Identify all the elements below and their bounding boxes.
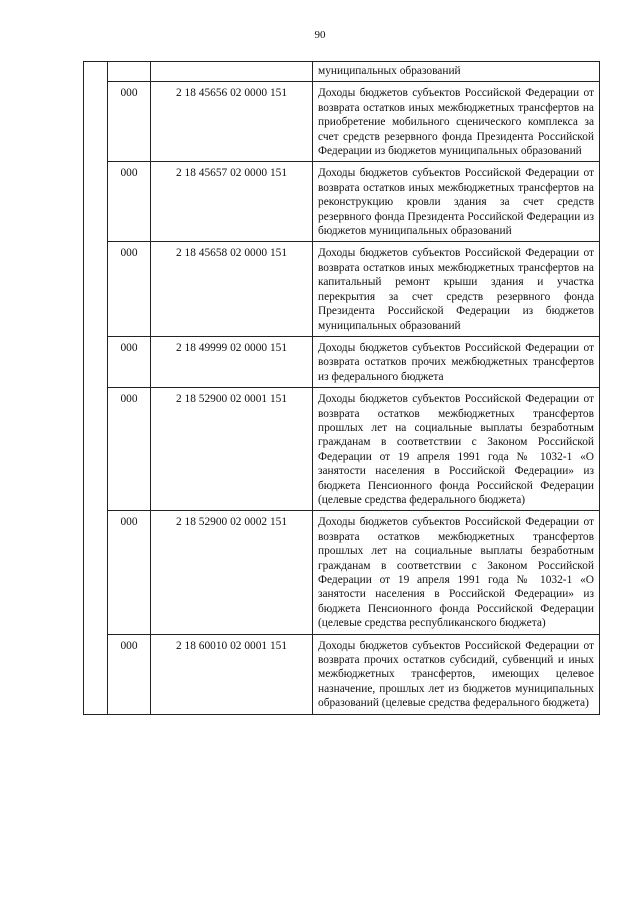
table-row [84,242,600,336]
table-row [84,336,600,387]
admin-cell: 000 [108,336,151,387]
page-number: 90 [314,29,326,41]
admin-cell: 000 [108,511,151,634]
admin-cell: 000 [108,388,151,511]
code-cell [151,62,313,82]
code-cell: 2 18 45656 02 0000 151 [151,82,313,162]
admin-cell: 000 [108,242,151,336]
code-cell: 2 18 45658 02 0000 151 [151,242,313,336]
admin-cell [108,62,151,82]
description-cell: Доходы бюджетов субъектов Российской Федерации от возврата остатков межбюджетных трансфертов прошлых лет на социальные выплаты безработным гражданам в соответствии с Законом Российской Федерации от 19 апреля 1991 года № 1032-1 «О занятости населения в Российской Федерации» из бюджета Пенсионного фонда Российской Федерации (целевые средства республиканского бюджета) [313,511,600,634]
table-row [84,634,600,714]
description-cell: Доходы бюджетов субъектов Российской Федерации от возврата остатков межбюджетных трансфертов прошлых лет на социальные выплаты безработным гражданам в соответствии с Законом Российской Федерации от 19 апреля 1991 года № 1032-1 «О занятости населения в Российской Федерации» из бюджета Пенсионного фонда Российской Федерации (целевые средства федерального бюджета) [313,388,600,511]
admin-cell: 000 [108,634,151,714]
description-cell: Доходы бюджетов субъектов Российской Федерации от возврата остатков прочих межбюджетных трансфертов из федерального бюджета [313,336,600,387]
blank-column-cell [84,62,108,715]
admin-cell: 000 [108,162,151,242]
budget-codes-table [83,61,600,715]
continuation-row [84,62,600,82]
description-cell: Доходы бюджетов субъектов Российской Федерации от возврата остатков иных межбюджетных трансфертов на реконструкцию кровли здания за счет средств резервного фонда Президента Российской Федерации из бюджетов муниципальных образований [313,162,600,242]
code-cell: 2 18 45657 02 0000 151 [151,162,313,242]
code-cell: 2 18 52900 02 0002 151 [151,511,313,634]
table-row [84,162,600,242]
code-cell: 2 18 49999 02 0000 151 [151,336,313,387]
admin-cell: 000 [108,82,151,162]
description-cell: Доходы бюджетов субъектов Российской Федерации от возврата остатков иных межбюджетных трансфертов на приобретение мобильного сценического комплекса за счет средств резервного фонда Президента Российской Федерации из бюджетов муниципальных образований [313,82,600,162]
table-row [84,388,600,511]
description-cell: Доходы бюджетов субъектов Российской Федерации от возврата остатков иных межбюджетных трансфертов на капитальный ремонт крыши здания и участка перекрытия за счет средств резервного фонда Президента Российской Федерации из бюджетов муниципальных образований [313,242,600,336]
table-row [84,511,600,634]
table-row [84,82,600,162]
description-cell: Доходы бюджетов субъектов Российской Федерации от возврата прочих остатков субсидий, субвенций и иных межбюджетных трансфертов, имеющих целевое назначение, прошлых лет из бюджетов муниципальных образований (целевые средства федерального бюджета) [313,634,600,714]
description-cell: муниципальных образований [313,62,600,82]
code-cell: 2 18 60010 02 0001 151 [151,634,313,714]
code-cell: 2 18 52900 02 0001 151 [151,388,313,511]
